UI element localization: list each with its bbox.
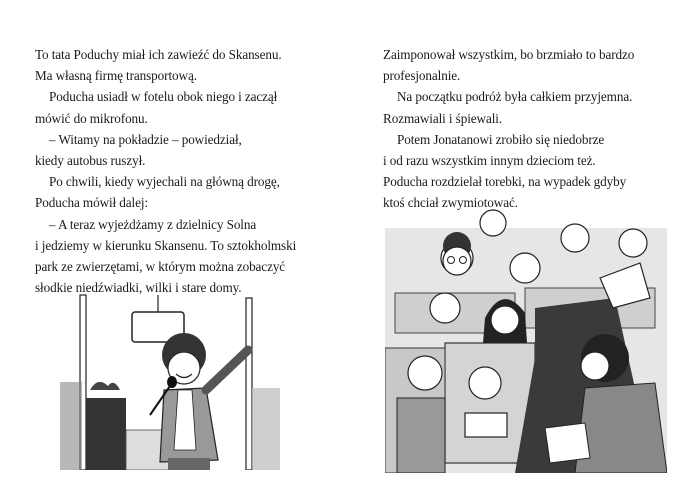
text-line: słodkie niedźwiadki, wilki i stare domy. (35, 280, 242, 296)
text-line: – A teraz wyjeżdżamy z dzielnicy Solna (49, 216, 257, 232)
text-line: – Witamy na pokładzie – powiedział, (49, 131, 242, 147)
text-line: Po chwili, kiedy wyjechali na główną drogę, (49, 174, 280, 190)
text-line: Poducha usiadł w fotelu obok niego i zaczął (49, 89, 278, 105)
text-line: ktoś chciał zwymiotować. (383, 195, 518, 211)
text-line: Ma własną firmę transportową. (35, 68, 197, 84)
text-line: kiedy autobus ruszył. (35, 153, 146, 169)
text-line: profesjonalnie. (383, 68, 461, 84)
text-line: Potem Jonatanowi zrobiło się niedobrze (397, 131, 605, 147)
text-line: To tata Poduchy miał ich zawieźć do Skansenu. (35, 47, 282, 62)
left-page-text (35, 44, 325, 298)
text-line: i jedziemy w kierunku Skansenu. To sztokholmski (35, 237, 297, 253)
right-page-text (383, 44, 683, 214)
text-line: Na początku podróż była całkiem przyjemna. (397, 89, 633, 105)
text-line: Poducha mówił dalej: (35, 195, 149, 211)
text-line: i od razu wszystkim innym dzieciom też. (383, 153, 596, 169)
text-line: park ze zwierzętami, w którym można zobaczyć (35, 259, 286, 275)
text-line: mówić do mikrofonu. (35, 110, 148, 126)
text-line: Rozmawiali i śpiewali. (383, 110, 503, 126)
text-line: Zaimponował wszystkim, bo brzmiało to bardzo (383, 47, 635, 62)
illustration-children-on-bus (385, 208, 667, 473)
illustration-boy-with-microphone (60, 290, 280, 470)
text-line: Poducha rozdzielał torebki, na wypadek gdyby (383, 174, 627, 190)
